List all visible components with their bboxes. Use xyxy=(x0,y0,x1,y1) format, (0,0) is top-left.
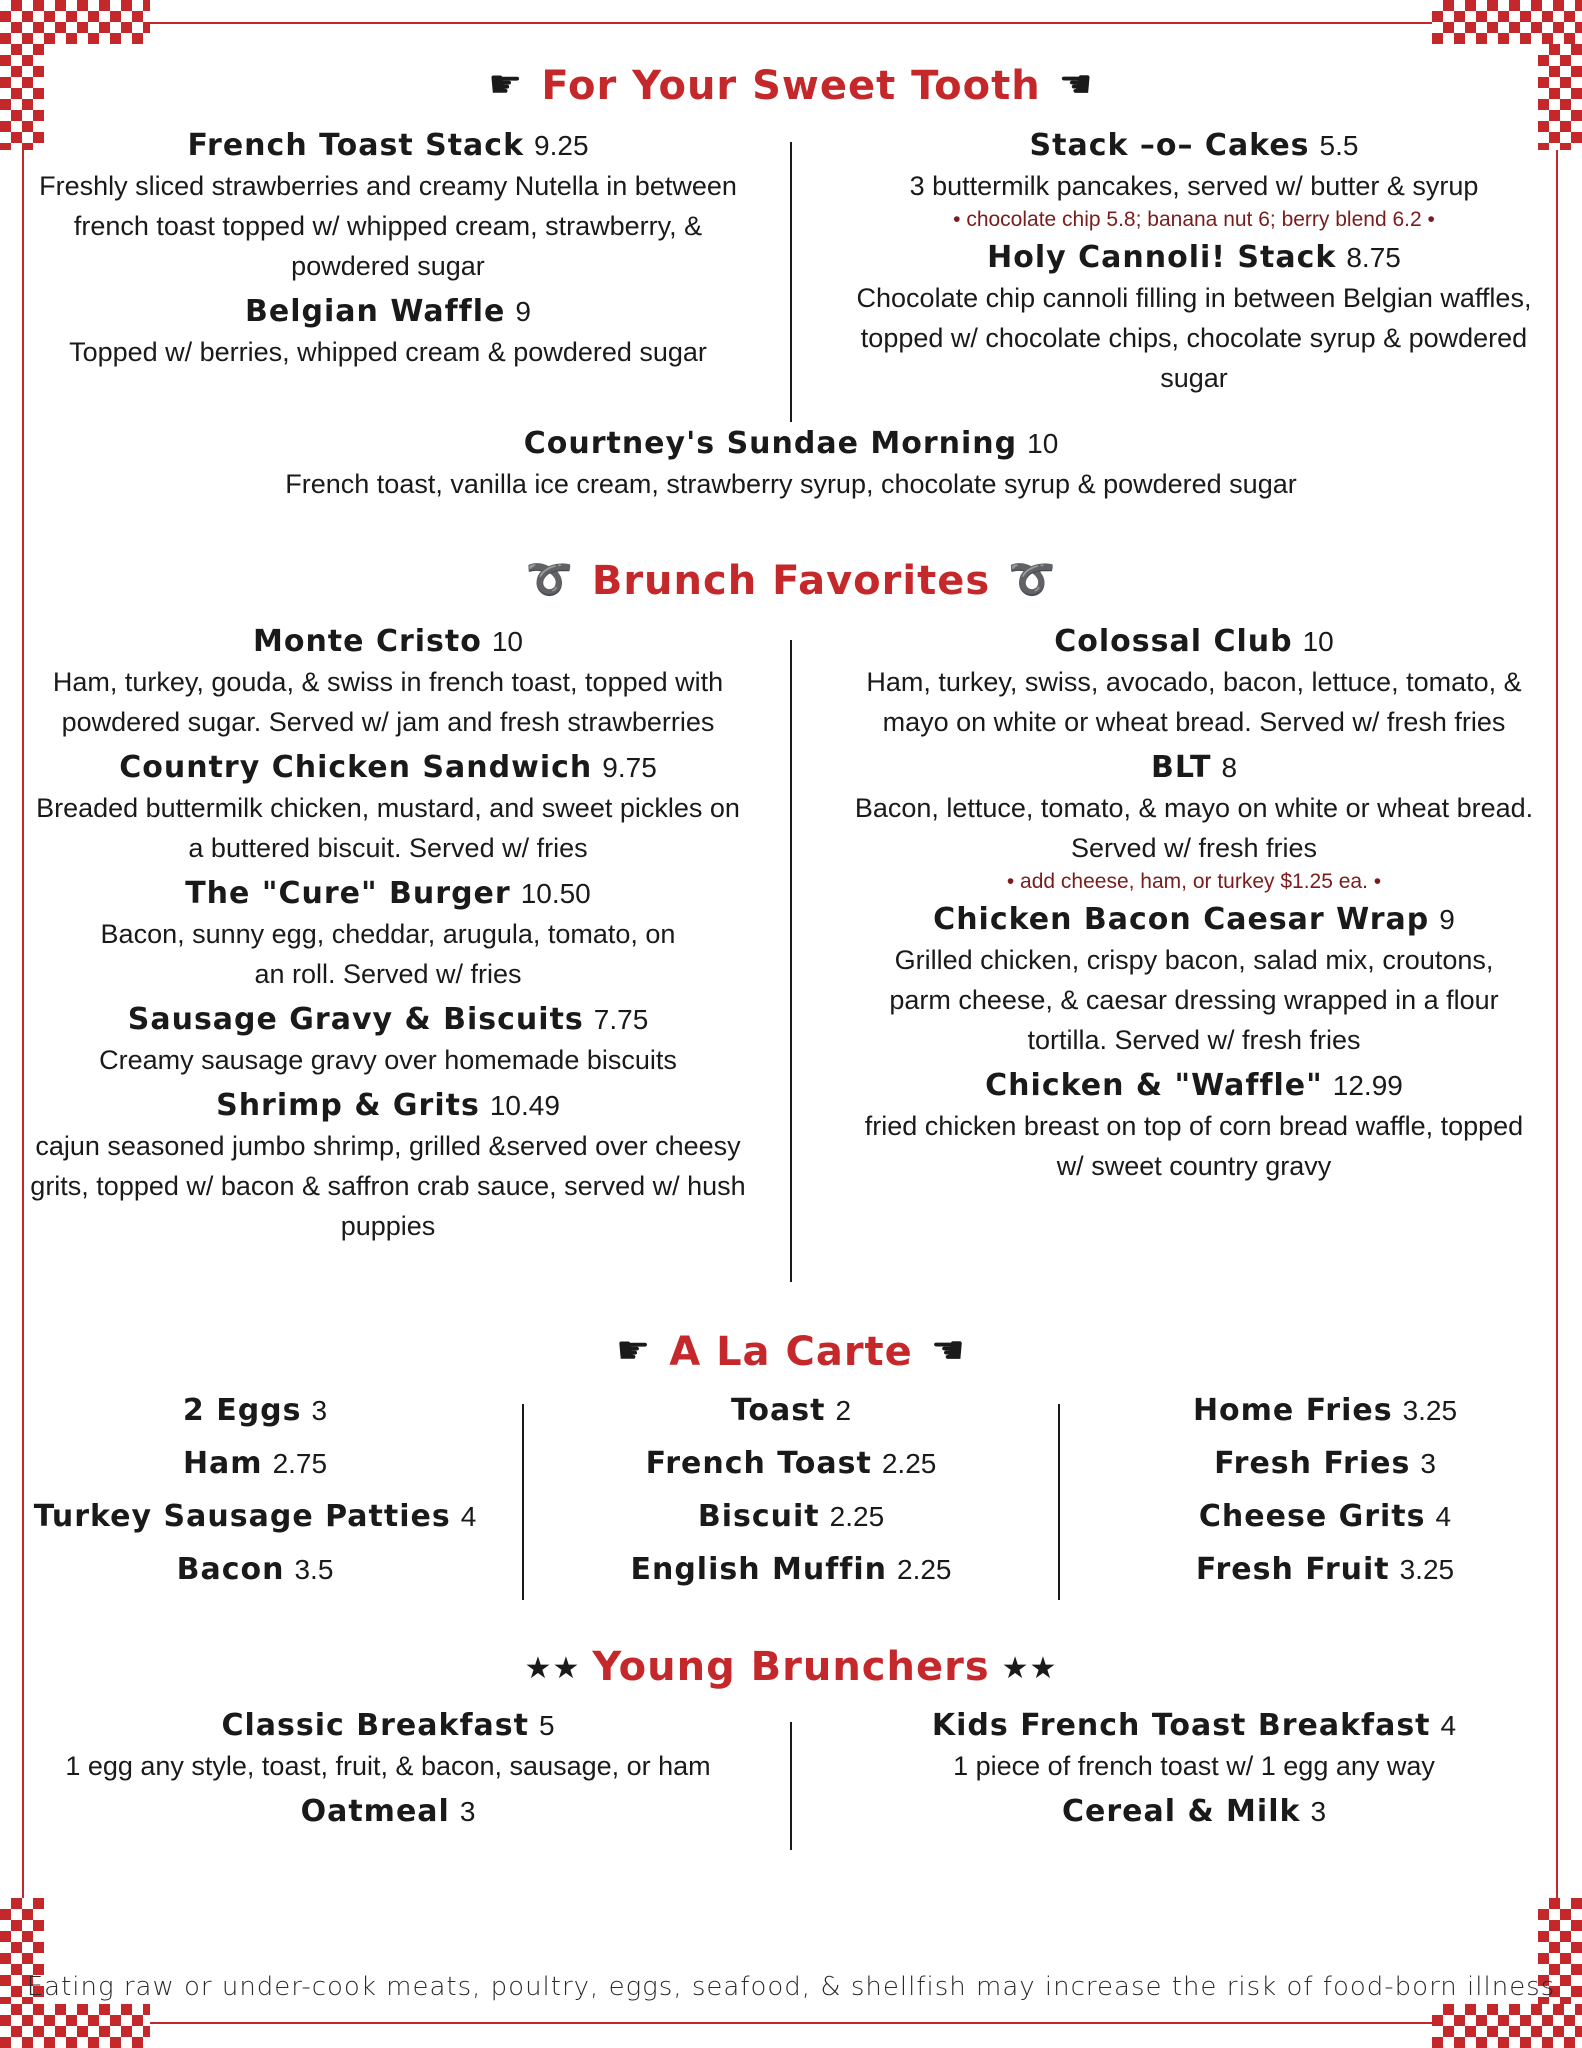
item-price: 3.5 xyxy=(294,1554,334,1585)
item-price: 3 xyxy=(459,1796,476,1827)
food-safety-disclaimer: Eating raw or under-cook meats, poultry, eggs, seafood, & shellfish may increase the risk of food-born illness xyxy=(26,1972,1556,2002)
item-description: Freshly sliced strawberries and creamy Nutella in between french toast topped w/ whipped cream, strawberry, & powdered sugar xyxy=(39,171,737,281)
menu-item xyxy=(836,748,1552,896)
menu-item xyxy=(30,292,746,372)
a-la-carte-item xyxy=(1100,1437,1550,1490)
item-price: 7.75 xyxy=(593,1004,649,1035)
column-divider xyxy=(522,1404,524,1600)
a-la-carte-item xyxy=(30,1384,480,1437)
item-price: 2.25 xyxy=(829,1501,885,1532)
item-price: 3.25 xyxy=(1399,1554,1455,1585)
column-divider xyxy=(790,142,792,422)
section-title-young-brunchers xyxy=(0,1644,1582,1690)
a-la-carte-item xyxy=(566,1437,1016,1490)
item-name: Cereal & Milk xyxy=(1061,1794,1301,1829)
item-price: 10 xyxy=(1302,626,1334,657)
swirl-ornament-icon: ➰ xyxy=(525,557,574,601)
item-name: French Toast Stack xyxy=(187,128,525,163)
item-price: 5.5 xyxy=(1319,130,1359,161)
item-price: 3 xyxy=(311,1395,328,1426)
item-price: 3.25 xyxy=(1402,1395,1458,1426)
menu-item xyxy=(30,622,746,742)
item-price: 2.25 xyxy=(881,1448,937,1479)
young-left-column xyxy=(30,1706,746,1832)
menu-item xyxy=(30,748,746,868)
item-description: French toast, vanilla ice cream, strawberry syrup, chocolate syrup & powdered sugar xyxy=(285,469,1297,499)
item-price: 3 xyxy=(1310,1796,1327,1827)
a-la-carte-column-2 xyxy=(566,1384,1016,1596)
item-price: 3 xyxy=(1420,1448,1436,1479)
section-title-sweet-tooth xyxy=(0,62,1582,109)
item-description: Grilled chicken, crispy bacon, salad mix, croutons, parm cheese, & caesar dressing wrapped in a flour tortilla. Served w/ fresh fries xyxy=(889,945,1499,1055)
item-name: Toast xyxy=(730,1393,826,1428)
item-name: French Toast xyxy=(645,1446,872,1481)
item-name: Country Chicken Sandwich xyxy=(119,750,593,785)
section-title-a-la-carte xyxy=(0,1328,1582,1375)
item-name: Shrimp & Grits xyxy=(216,1088,480,1123)
brunch-right-column xyxy=(836,622,1552,1192)
item-name: Ham xyxy=(182,1446,263,1481)
section-title-text: For Your Sweet Tooth xyxy=(541,63,1041,109)
young-right-column xyxy=(836,1706,1552,1832)
item-name: Kids French Toast Breakfast xyxy=(931,1708,1431,1743)
item-name: Bacon xyxy=(176,1552,285,1587)
item-description: Bacon, sunny egg, cheddar, arugula, tomato, on an roll. Served w/ fries xyxy=(100,919,676,989)
item-name: Holy Cannoli! Stack xyxy=(987,240,1337,275)
a-la-carte-item xyxy=(566,1543,1016,1596)
swirl-ornament-icon: ➰ xyxy=(1008,557,1057,601)
item-description: 1 egg any style, toast, fruit, & bacon, sausage, or ham xyxy=(65,1751,711,1781)
item-price: 2 xyxy=(835,1395,852,1426)
item-name: Oatmeal xyxy=(300,1794,450,1829)
item-price: 4 xyxy=(460,1501,477,1532)
item-name: Courtney's Sundae Morning xyxy=(523,426,1018,461)
item-price: 10 xyxy=(1027,428,1059,459)
item-note: • chocolate chip 5.8; banana nut 6; berry blend 6.2 • xyxy=(953,208,1435,231)
item-price: 10.49 xyxy=(489,1090,560,1121)
item-name: The "Cure" Burger xyxy=(185,876,511,911)
item-price: 2.25 xyxy=(897,1554,952,1585)
item-price: 12.99 xyxy=(1332,1070,1403,1101)
item-name: Belgian Waffle xyxy=(245,294,506,329)
checkered-corner-top-left-h xyxy=(0,0,150,44)
a-la-carte-item xyxy=(30,1543,480,1596)
item-name: Cheese Grits xyxy=(1198,1499,1426,1534)
item-name: Chicken & "Waffle" xyxy=(985,1068,1323,1103)
a-la-carte-item xyxy=(566,1490,1016,1543)
item-description: 3 buttermilk pancakes, served w/ butter & syrup xyxy=(909,171,1479,201)
item-name: Monte Cristo xyxy=(252,624,482,659)
menu-item xyxy=(30,1706,746,1786)
item-price: 4 xyxy=(1440,1710,1457,1741)
item-description: Bacon, lettuce, tomato, & mayo on white or wheat bread. Served w/ fresh fries xyxy=(854,793,1534,863)
star-icon: ★★ xyxy=(1001,1651,1058,1686)
a-la-carte-column-1 xyxy=(30,1384,480,1596)
pointing-hand-right-icon: ☛ xyxy=(488,62,524,106)
menu-item xyxy=(836,1066,1552,1186)
item-description: Topped w/ berries, whipped cream & powdered sugar xyxy=(69,337,707,367)
column-divider xyxy=(1058,1404,1060,1600)
menu-item xyxy=(30,1792,746,1832)
a-la-carte-item xyxy=(30,1490,480,1543)
sweet-tooth-right-column xyxy=(836,126,1552,404)
item-price: 8 xyxy=(1221,752,1238,783)
column-divider xyxy=(790,640,792,1282)
sweet-tooth-center-item xyxy=(100,424,1482,510)
item-price: 2.75 xyxy=(272,1448,328,1479)
menu-item xyxy=(30,1000,746,1080)
item-name: Classic Breakfast xyxy=(221,1708,529,1743)
item-name: Sausage Gravy & Biscuits xyxy=(127,1002,584,1037)
item-name: Chicken Bacon Caesar Wrap xyxy=(933,902,1430,937)
item-description: cajun seasoned jumbo shrimp, grilled &served over cheesy grits, topped w/ bacon & saffron crab sauce, served w/ hush puppies xyxy=(30,1131,746,1241)
item-description: Chocolate chip cannoli filling in between Belgian waffles, topped w/ chocolate chips, chocolate syrup & powdered sugar xyxy=(856,283,1532,393)
pointing-hand-left-icon: ☚ xyxy=(930,1328,966,1372)
a-la-carte-item xyxy=(1100,1384,1550,1437)
item-description: 1 piece of french toast w/ 1 egg any way xyxy=(953,1751,1435,1781)
item-description: Ham, turkey, swiss, avocado, bacon, lettuce, tomato, & mayo on white or wheat bread. Served w/ fresh fries xyxy=(866,667,1522,737)
item-name: Fresh Fruit xyxy=(1195,1552,1390,1587)
item-price: 4 xyxy=(1435,1501,1452,1532)
menu-item xyxy=(30,126,746,286)
checkered-corner-top-right-h xyxy=(1432,0,1582,44)
menu-item xyxy=(836,1706,1552,1786)
menu-item xyxy=(30,874,746,994)
pointing-hand-right-icon: ☛ xyxy=(616,1328,652,1372)
item-name: Home Fries xyxy=(1192,1393,1393,1428)
item-name: 2 Eggs xyxy=(182,1393,302,1428)
item-price: 9.25 xyxy=(534,130,589,161)
menu-item xyxy=(30,1086,746,1246)
a-la-carte-item xyxy=(1100,1490,1550,1543)
menu-item xyxy=(836,1792,1552,1832)
section-title-text: A La Carte xyxy=(669,1329,913,1375)
item-description: fried chicken breast on top of corn bread waffle, topped w/ sweet country gravy xyxy=(864,1111,1524,1181)
checkered-corner-bottom-left-h xyxy=(0,2004,150,2048)
item-name: BLT xyxy=(1150,750,1212,785)
star-icon: ★★ xyxy=(524,1651,581,1686)
item-description: Breaded buttermilk chicken, mustard, and sweet pickles on a buttered biscuit. Served w/ fries xyxy=(36,793,740,863)
column-divider xyxy=(790,1722,792,1850)
item-name: Fresh Fries xyxy=(1214,1446,1411,1481)
a-la-carte-item xyxy=(1100,1543,1550,1596)
item-price: 10.50 xyxy=(520,878,591,909)
sweet-tooth-left-column xyxy=(30,126,746,378)
item-name: Colossal Club xyxy=(1054,624,1293,659)
section-title-brunch xyxy=(0,557,1582,604)
item-name: Stack –o– Cakes xyxy=(1029,128,1310,163)
brunch-left-column xyxy=(30,622,746,1252)
item-price: 8.75 xyxy=(1346,242,1401,273)
checkered-corner-bottom-right-h xyxy=(1432,2004,1582,2048)
pointing-hand-left-icon: ☚ xyxy=(1058,62,1094,106)
menu-item xyxy=(836,238,1552,398)
item-price: 9 xyxy=(515,296,531,327)
menu-item xyxy=(836,900,1552,1060)
section-title-text: Young Brunchers xyxy=(592,1644,990,1690)
item-price: 9.75 xyxy=(602,752,657,783)
item-name: English Muffin xyxy=(630,1552,887,1587)
item-price: 10 xyxy=(491,626,523,657)
menu-item xyxy=(836,622,1552,742)
item-price: 5 xyxy=(538,1710,555,1741)
item-description: Creamy sausage gravy over homemade biscuits xyxy=(99,1045,677,1075)
a-la-carte-item xyxy=(566,1384,1016,1437)
item-name: Biscuit xyxy=(697,1499,820,1534)
item-name: Turkey Sausage Patties xyxy=(33,1499,451,1534)
section-title-text: Brunch Favorites xyxy=(591,558,991,604)
menu-item xyxy=(836,126,1552,234)
item-price: 9 xyxy=(1439,904,1455,935)
item-description: Ham, turkey, gouda, & swiss in french toast, topped with powdered sugar. Served w/ jam and fresh strawberries xyxy=(52,667,724,737)
a-la-carte-column-3 xyxy=(1100,1384,1550,1596)
item-note: • add cheese, ham, or turkey $1.25 ea. • xyxy=(1006,870,1382,893)
a-la-carte-item xyxy=(30,1437,480,1490)
